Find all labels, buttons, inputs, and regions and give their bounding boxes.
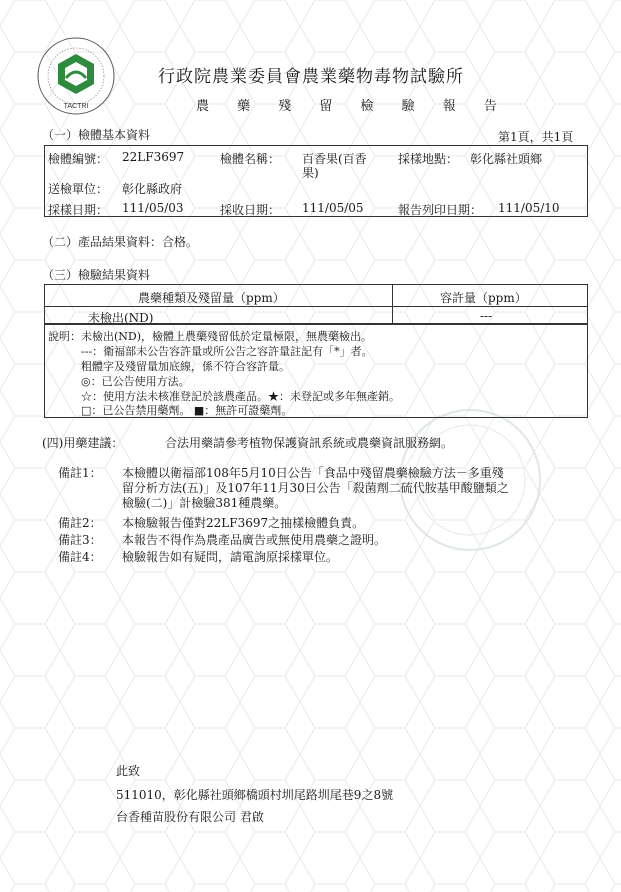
- remark1-line: 檢驗(二)」計檢驗381種農藥。: [122, 496, 287, 510]
- institution-name: 行政院農業委員會農業藥物毒物試驗所: [158, 67, 464, 87]
- usage-advice-label: (四)用藥建議：: [42, 436, 124, 450]
- note-line: ---：衛福部未公告容許量或所公告之容許量註記有「*」者。: [48, 345, 373, 358]
- sample-name-label: 檢體名稱：: [220, 152, 281, 166]
- location-label: 採樣地點：: [398, 152, 459, 166]
- note-line: 粗體字及殘留量加底線，係不符合容許量。: [48, 360, 290, 373]
- tolerance-value: ---: [480, 309, 493, 323]
- usage-advice-text: 合法用藥請參考植物保護資訊系統或農藥資訊服務網。: [165, 436, 454, 450]
- section1-title: （一）檢體基本資料: [42, 128, 151, 142]
- print-date: 111/05/10: [498, 201, 560, 215]
- salutation: 此致: [116, 764, 141, 778]
- page-info: 第1頁，共1頁: [498, 130, 574, 144]
- tactri-logo-icon: [36, 36, 116, 116]
- sample-name-line2: 果): [302, 166, 319, 180]
- remark3-label: 備註3：: [58, 533, 102, 547]
- remark4-line: 檢驗報告如有疑問，請電詢原採樣單位。: [122, 550, 339, 564]
- col-pesticide-header: 農藥種類及殘留量（ppm）: [138, 291, 285, 305]
- sample-name-line1: 百香果(百香: [302, 152, 367, 166]
- sample-no: 22LF3697: [122, 150, 185, 164]
- sample-no-label: 檢體編號：: [48, 152, 109, 166]
- section3-title: （三）檢驗結果資料: [42, 268, 151, 282]
- product-result: （二）產品結果資料：合格。: [42, 235, 199, 249]
- print-date-label: 報告列印日期：: [398, 203, 483, 217]
- note-line: □：已公告禁用藥劑。 ■：無許可證藥劑。: [48, 404, 293, 417]
- col-tolerance-header: 容許量（ppm）: [440, 291, 527, 305]
- recipient-name: 台香種苗股份有限公司 君啟: [116, 810, 264, 824]
- note-line: ◎：已公告使用方法。: [48, 375, 190, 388]
- result-value: 未檢出(ND): [88, 311, 154, 325]
- location: 彰化縣社頭鄉: [470, 152, 543, 166]
- report-title: 農 藥 殘 留 檢 驗 報 告: [196, 99, 509, 114]
- receipt-date-label: 採收日期：: [220, 203, 281, 217]
- remark2-label: 備註2：: [58, 516, 102, 530]
- remark1-line: 留分析方法(五)」及107年11月30日公告「殺菌劑二硫代胺基甲酸鹽類之: [122, 481, 509, 495]
- logo-text: TACTRI: [63, 103, 89, 110]
- remark4-label: 備註4：: [58, 550, 102, 564]
- remark3-line: 本報告不得作為農產品廣告或無使用農藥之證明。: [122, 533, 387, 547]
- submitter-label: 送檢單位：: [48, 182, 109, 196]
- remark2-line: 本檢驗報告僅對22LF3697之抽樣檢體負責。: [122, 516, 365, 530]
- sampling-date: 111/05/03: [122, 201, 184, 215]
- submitter: 彰化縣政府: [122, 182, 183, 196]
- receipt-date: 111/05/05: [302, 201, 364, 215]
- remark1-label: 備註1：: [58, 466, 102, 480]
- sampling-date-label: 採樣日期：: [48, 203, 109, 217]
- recipient-address: 511010，彰化縣社頭鄉橋頭村圳尾路圳尾巷9之8號: [116, 788, 394, 802]
- remark1-line: 本檢體以衛福部108年5月10日公告「食品中殘留農藥檢驗方法－多重殘: [122, 466, 504, 480]
- note-line: ☆：使用方法未核准登記於該農產品。★：未登記或多年無產銷。: [48, 390, 400, 403]
- note-line: 說明：未檢出(ND)，檢體上農藥殘留低於定量極限，無農藥檢出。: [48, 330, 373, 343]
